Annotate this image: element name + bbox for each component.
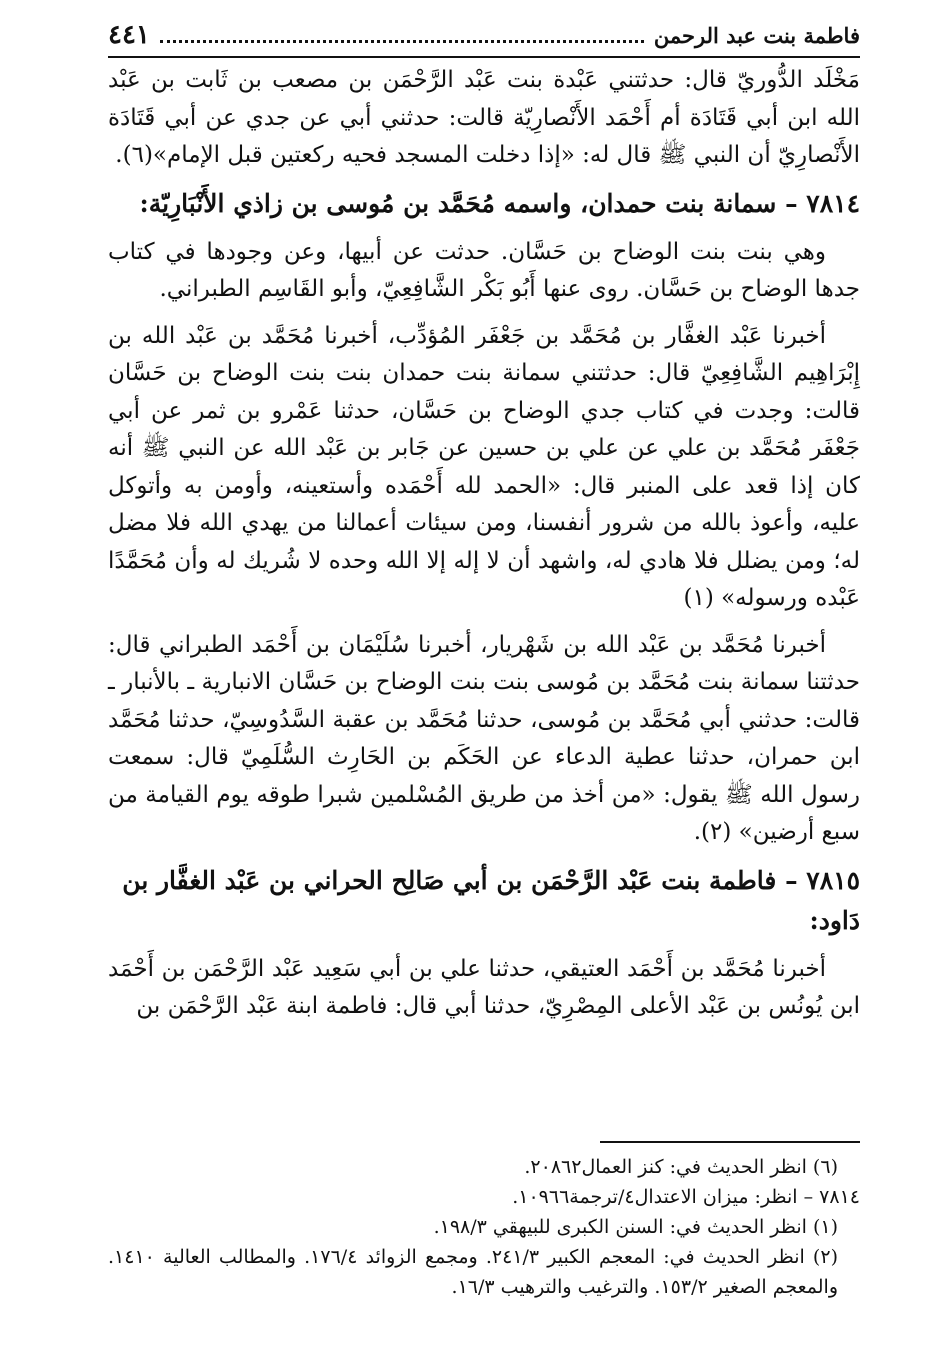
- page-number: ٤٤١: [108, 20, 150, 50]
- paragraph-hadith-2: أخبرنا مُحَمَّد بن عَبْد الله بن شَهْريار، أخبرنا سُلَيْمَان بن أَحْمَد الطبراني قال: حدثتنا سمانة بنت مُحَمَّد بن مُوسى بنت بنت الوضاح بن حَسَّان الانبارية ـ بالأنبار ـ قالت: حدثني أبي مُحَمَّد بن مُوسى، حدثنا مُحَمَّد بن عقبة السَّدُوسِيّ، حدثنا مُحَمَّد ابن حمران، حدثنا عطية الدعاء عن الحَكَم بن الحَارِث السُّلَمِيّ قال: سمعت رسول الله ﷺ يقول: «من أخذ من طريق المُسْلمين شبرا طوقه يوم القيامة من سبع أرضين» (٢).: [108, 631, 860, 845]
- footnote-2: (٢) انظر الحديث في: المعجم الكبير ٢٤١/٣. ومجمع الزوائد ١٧٦/٤. والمطالب العالية ١٤١٠. والمعجم الصغير ١٥٣/٢. والترغيب والترهيب ١٦/٣.: [108, 1246, 838, 1298]
- paragraph-hadith-1: أخبرنا عَبْد الغفَّار بن مُحَمَّد بن جَعْفَر المُؤدِّب، أخبرنا مُحَمَّد بن عَبْد الله بن إِبْرَاهِيم الشَّافِعِيّ قال: حدثتني سمانة بنت حمدان بنت بنت الوضاح بن حَسَّان قالت: وجدت في كتاب جدي الوضاح بن حَسَّان، حدثنا عَمْرو بن ثمر عن أبي جَعْفَر مُحَمَّد بن علي عن علي بن حسين عن جَابر بن عَبْد الله عن النبي ﷺ أنه كان إذا قعد على المنبر قال: «الحمد لله أَحْمَده وأستعينه، وأومن به وأتوكل عليه، وأعوذ بالله من شرور أنفسنا، ومن سيئات أعمالنا من يهدي الله فلا مضل له؛ ومن يضلل فلا هادي له، واشهد أن لا إله إلا الله وحده لا شُريك له وأن مُحَمَّدًا عَبْده ورسوله» (١): [108, 322, 860, 611]
- entry-heading-7815: ٧٨١٥ – فاطمة بنت عَبْد الرَّحْمَن بن أبي صَالِح الحراني بن عَبْد الغفَّار بن دَاود:: [122, 865, 860, 935]
- footnote-1: (١) انظر الحديث في: السنن الكبرى للبيهقي ١٩٨/٣.: [433, 1216, 838, 1238]
- footnote-entry-7814: ٧٨١٤ – انظر: ميزان الاعتدال٤/ترجمة١٠٩٦٦.: [512, 1186, 860, 1208]
- footnote-separator: [600, 1141, 860, 1143]
- entry-heading-7814: ٧٨١٤ – سمانة بنت حمدان، واسمه مُحَمَّد بن مُوسى بن زاذي الأَنْبَارِيّة:: [139, 188, 860, 218]
- running-title: فاطمة بنت عبد الرحمن: [653, 22, 860, 48]
- footnotes: [108, 1152, 860, 1302]
- running-header: [108, 14, 860, 58]
- paragraph-continued: مَخْلَد الدُّوريّ قال: حدثتني عَبْدة بنت عَبْد الرَّحْمَن بن مصعب بن ثَابت بن عَبْد الله ابن أبي قَتَادَة أم أَحْمَد الأَنْصارِيّة قالت: حدثني أبي عن جدي عن أبي قَتَادَة الأَنْصارِيّ أن النبي ﷺ قال له: «إذا دخلت المسجد فحيه ركعتين قبل الإمام»(٦).: [108, 67, 860, 168]
- main-text: [108, 62, 860, 1035]
- header-leader-dots: [160, 40, 644, 43]
- paragraph-bio: وهي بنت بنت الوضاح بن حَسَّان. حدثت عن أبيها، وعن وجودها في كتاب جدها الوضاح بن حَسَّان. روى عنها أَبُو بَكْر الشَّافِعِيّ، وأبو القَاسِم الطبراني.: [108, 238, 860, 302]
- paragraph-fatima: أخبرنا مُحَمَّد بن أَحْمَد العتيقي، حدثنا علي بن أبي سَعِيد عَبْد الرَّحْمَن بن أَحْمَد ابن يُونُس بن عَبْد الأعلى المِصْرِيّ، حدثنا أبي قال: فاطمة ابنة عَبْد الرَّحْمَن بن: [108, 955, 860, 1019]
- footnote-6: (٦) انظر الحديث في: كنز العمال٢٠٨٦٢.: [524, 1156, 838, 1178]
